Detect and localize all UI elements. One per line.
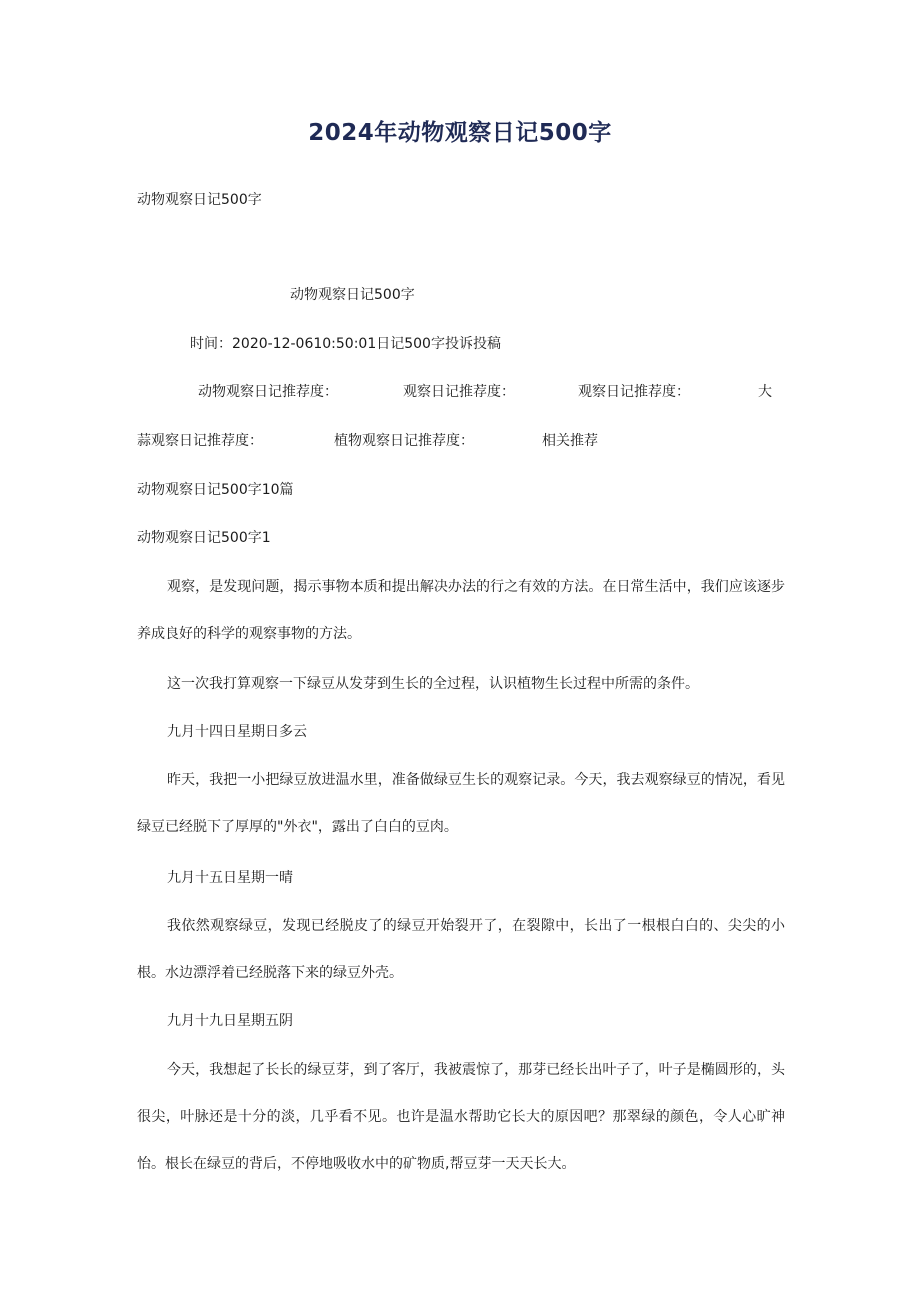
diary-date: 九月十九日星期五阴 (167, 1013, 293, 1029)
document-title: 2024年动物观察日记500字 (308, 120, 612, 146)
article-title: 动物观察日记500字1 (137, 530, 271, 546)
diary-date: 九月十四日星期日多云 (167, 724, 307, 740)
body-paragraph: 这一次我打算观察一下绿豆从发芽到生长的全过程，认识植物生长过程中所需的条件。 (167, 676, 699, 692)
body-paragraph: 今天，我想起了长长的绿豆芽，到了客厅，我被震惊了，那芽已经长出叶子了，叶子是椭圆形的，头很尖，叶脉还是十分的淡，几乎看不见。也许是温水帮助它长大的原因吧？那翠绿的颜色，令人心旷神怡。根长在绿豆的背后，不停地吸收水中的矿物质,帮豆芽一天天长大。 (137, 1062, 785, 1172)
recommend-item[interactable]: 观察日记推荐度： (578, 384, 690, 400)
recommend-item-fragment[interactable]: 大 (758, 384, 772, 400)
related-recommend-link[interactable]: 相关推荐 (542, 433, 598, 449)
body-paragraph: 我依然观察绿豆，发现已经脱皮了的绿豆开始裂开了，在裂隙中，长出了一根根白白的、尖尖的小根。水边漂浮着已经脱落下来的绿豆外壳。 (137, 918, 785, 981)
subheading-text: 动物观察日记500字 (290, 287, 415, 303)
meta-line: 时间：2020-12-0610:50:01日记500字投诉投稿 (190, 336, 501, 352)
body-paragraph: 昨天，我把一小把绿豆放进温水里，准备做绿豆生长的观察记录。今天，我去观察绿豆的情况，看见绿豆已经脱下了厚厚的"外衣"，露出了白白的豆肉。 (137, 772, 785, 835)
recommend-item[interactable]: 蒜观察日记推荐度： (137, 433, 263, 449)
diary-date: 九月十五日星期一晴 (167, 870, 293, 886)
recommend-item[interactable]: 动物观察日记推荐度： (198, 384, 338, 400)
body-paragraph: 观察，是发现问题，揭示事物本质和提出解决办法的行之有效的方法。在日常生活中，我们应该逐步养成良好的科学的观察事物的方法。 (137, 579, 785, 642)
collection-title: 动物观察日记500字10篇 (137, 482, 294, 498)
recommend-item[interactable]: 植物观察日记推荐度： (334, 433, 474, 449)
heading-text: 动物观察日记500字 (137, 192, 262, 208)
recommend-item[interactable]: 观察日记推荐度： (403, 384, 515, 400)
